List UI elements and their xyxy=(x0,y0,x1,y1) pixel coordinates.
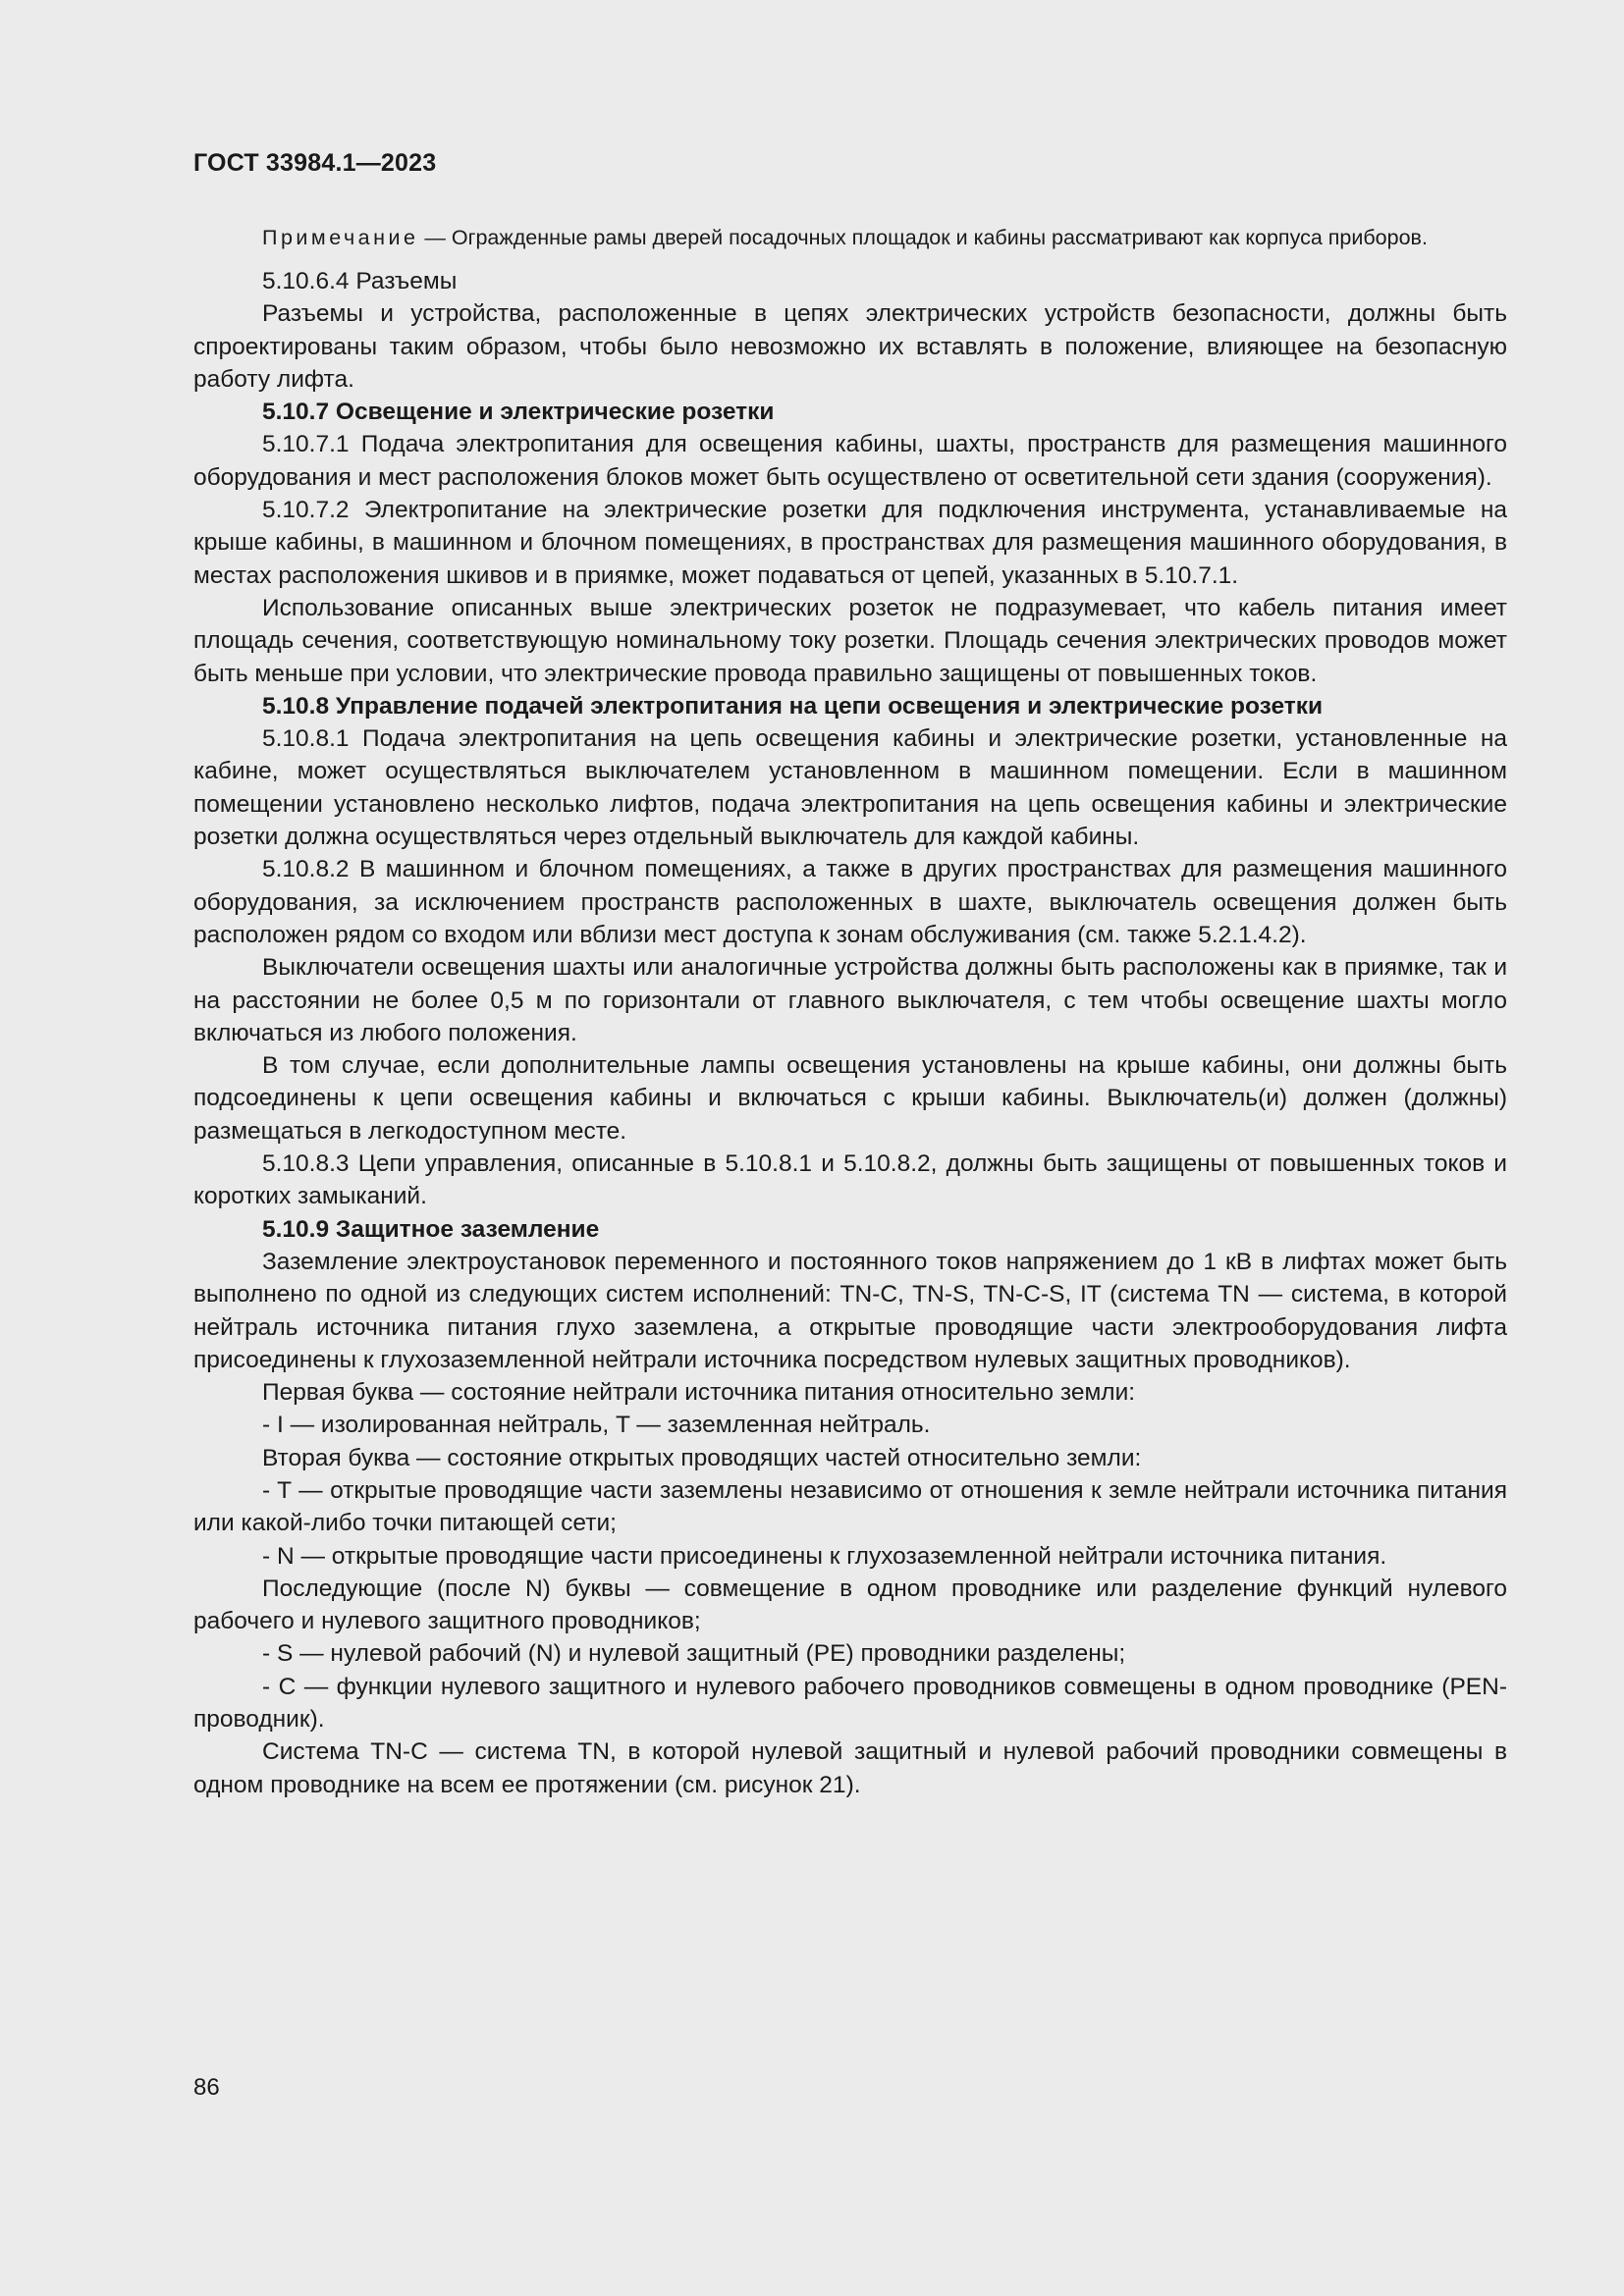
body-paragraph: Вторая буква — состояние открытых проводящих частей относительно земли: xyxy=(262,1444,1142,1471)
body-paragraph: Заземление электроустановок переменного и постоянного токов напряжением до 1 кВ в лифтах может быть выполнено по одной из следующих систем исполнений: TN-C, TN-S, TN-C-S, IT (система TN — система, в которой нейтраль источника питания глухо заземлена, а открытые проводящие части электрооборудования лифта присоединены к глухозаземленной нейтрали источника посредством нулевых защитных проводников). xyxy=(193,1248,1507,1373)
body-paragraph: 5.10.8.1 Подача электропитания на цепь освещения кабины и электрические розетки, установленные на кабине, может осуществляться выключателем установленном в машинном помещении. Если в машинном помещении установлено несколько лифтов, подача электропитания на цепь освещения кабины и электрические розетки должна осуществляться через отдельный выключатель для каждой кабины. xyxy=(193,725,1507,851)
paragraph-list xyxy=(193,265,1507,1801)
body-paragraph: - I — изолированная нейтраль, T — заземленная нейтраль. xyxy=(262,1412,931,1439)
body-paragraph: 5.10.8.2 В машинном и блочном помещениях, а также в других пространствах для размещения машинного оборудования, за исключением пространств расположенных в шахте, выключатель освещения должен быть расположен рядом со входом или вблизи мест доступа к зонам обслуживания (см. также 5.2.1.4.2). xyxy=(193,856,1507,948)
body-paragraph: - N — открытые проводящие части присоединены к глухозаземленной нейтрали источника питания. xyxy=(262,1542,1387,1570)
body-paragraph: 5.10.8.3 Цепи управления, описанные в 5.10.8.1 и 5.10.8.2, должны быть защищены от повышенных токов и коротких замыканий. xyxy=(193,1150,1507,1210)
body-paragraph: 5.10.6.4 Разъемы xyxy=(262,268,458,294)
body-paragraph: Последующие (после N) буквы — совмещение в одном проводнике или разделение функций нулевого рабочего и нулевого защитного проводников; xyxy=(193,1575,1507,1635)
body-paragraph: В том случае, если дополнительные лампы освещения установлены на крыше кабины, они должны быть подсоединены к цепи освещения кабины и включаться с крыши кабины. Выключатель(и) должен (должны) размещаться в легкодоступном месте. xyxy=(193,1052,1507,1145)
section-heading: 5.10.7 Освещение и электрические розетки xyxy=(262,399,775,426)
note-paragraph xyxy=(193,224,1507,252)
note-text: — Огражденные рамы дверей посадочных площадок и кабины рассматривают как корпуса приборов. xyxy=(418,226,1428,249)
body-paragraph: Использование описанных выше электрических розеток не подразумевает, что кабель питания имеет площадь сечения, соответствующую номинальному току розетки. Площадь сечения электрических проводов может быть меньше при условии, что электрические провода правильно защищены от повышенных токов. xyxy=(193,594,1507,687)
body-paragraph: - C — функции нулевого защитного и нулевого рабочего проводников совмещены в одном проводнике (PEN-проводник). xyxy=(193,1673,1507,1734)
body-paragraph: - T — открытые проводящие части заземлены независимо от отношения к земле нейтрали источника питания или какой-либо точки питающей сети; xyxy=(193,1476,1507,1537)
page-number: 86 xyxy=(193,2074,220,2101)
note-label: Примечание xyxy=(262,226,419,249)
body-paragraph: 5.10.7.2 Электропитание на электрические розетки для подключения инструмента, устанавливаемые на крыше кабины, в машинном и блочном помещениях, в пространствах для размещения машинного оборудования, в местах расположения шкивов и в приямке, может подаваться от цепей, указанных в 5.10.7.1. xyxy=(193,497,1507,589)
section-heading: 5.10.9 Защитное заземление xyxy=(262,1215,600,1243)
standard-code-header: ГОСТ 33984.1—2023 xyxy=(193,149,437,177)
body-paragraph: - S — нулевой рабочий (N) и нулевой защитный (PE) проводники разделены; xyxy=(262,1640,1126,1668)
body-paragraph: Разъемы и устройства, расположенные в цепях электрических устройств безопасности, должны быть спроектированы таким образом, чтобы было невозможно их вставлять в положение, влияющее на безопасную работу лифта. xyxy=(193,300,1507,393)
body-paragraph: Выключатели освещения шахты или аналогичные устройства должны быть расположены как в приямке, так и на расстоянии не более 0,5 м по горизонтали от главного выключателя, с тем чтобы освещение шахты могло включаться из любого положения. xyxy=(193,954,1507,1046)
document-body xyxy=(193,224,1507,1801)
body-paragraph: Первая буква — состояние нейтрали источника питания относительно земли: xyxy=(262,1379,1136,1407)
body-paragraph: Система TN-C — система TN, в которой нулевой защитный и нулевой рабочий проводники совмещены в одном проводнике на всем ее протяжении (см. рисунок 21). xyxy=(193,1738,1507,1798)
section-heading: 5.10.8 Управление подачей электропитания на цепи освещения и электрические розетки xyxy=(262,692,1324,720)
body-paragraph: 5.10.7.1 Подача электропитания для освещения кабины, шахты, пространств для размещения машинного оборудования и мест расположения блоков может быть осуществлено от осветительной сети здания (сооружения). xyxy=(193,431,1507,491)
